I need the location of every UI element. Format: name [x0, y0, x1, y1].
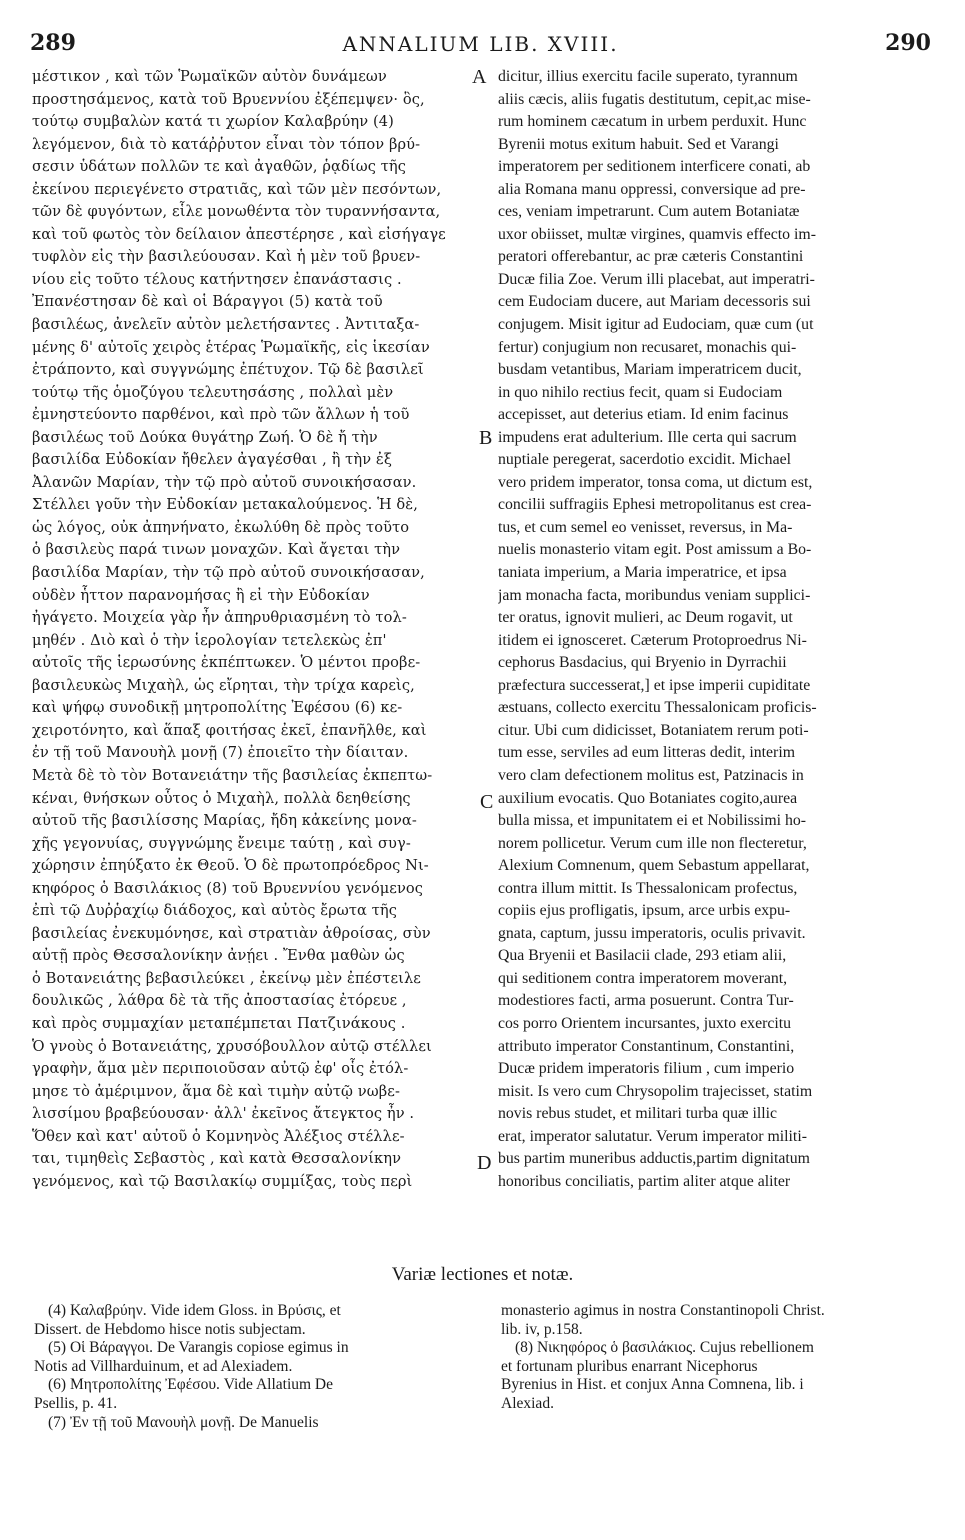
latin-text-line: Alexium Comnenum, quem Sebastum appellarat, [498, 857, 810, 875]
latin-text-line: vero clam defectionem molitus est, Patzinacis in [498, 766, 804, 784]
note-line: monasterio agimus in nostra Constantinopoli Christ. [501, 1302, 825, 1319]
note-line: Byrenius in Hist. et conjux Anna Comnena, lib. i [501, 1376, 804, 1394]
greek-text-line: ἐπὶ τῷ Δυῤῥαχίῳ διάδοχος, καὶ αὐτὸς ἔρωτα τῆς [32, 902, 398, 920]
greek-text-line: βασιλίδα Μαρίαν, τὴν τῷ πρὸ αὐτοῦ συνοικήσασαν, [32, 564, 425, 582]
latin-text-line: alia Romana manu oppressi, conversique ad pre- [498, 180, 806, 198]
greek-text-line: χώρησιν ἐπηύξατο ἐκ Θεοῦ. Ὁ δὲ πρωτοπρόεδρος Νι- [32, 857, 429, 875]
page-number-right: 290 [885, 30, 931, 56]
section-marker-b: B [479, 427, 493, 449]
greek-text-line: βασιλέως, ἀνελεῖν αὐτὸν μελετήσαντες . Ἀντιταξα- [32, 316, 420, 334]
greek-text-line: ἐκείνου περιεγένετο στρατιᾶς, καὶ τῶν μὲν πεσόντων, [32, 180, 442, 198]
greek-text-line: οὐδὲν ἧττον παρανομήσας ἢ εἰ τὴν Εὐδοκίαν [32, 586, 370, 604]
latin-text-line: itidem ei ignosceret. Cæterum Protoproedrus Ni- [498, 631, 807, 649]
greek-text-line: ἠγάγετο. Μοιχεία γὰρ ἦν ἀπηρυθριασμένη τὸ τολ- [32, 609, 407, 627]
latin-text-line: tum esse, serviles ad eum litteras dedit, interim [498, 744, 795, 762]
note-line: (8) Νικηφόρος ὁ βασιλάκιος. Cujus rebellionem [515, 1339, 814, 1357]
section-marker-c: C [480, 791, 494, 813]
greek-text-line: προστησάμενος, κατὰ τοῦ Βρυεννίου ἐξέπεμψεν· ὃς, [32, 90, 425, 108]
latin-text-line: jam monacha facta, moribundus veniam supplici- [498, 586, 811, 604]
greek-text-line: χῆς γεγονυίας, συγγνώμης ἔνειμε ταύτῃ , καὶ συγ- [32, 834, 411, 852]
note-line: Alexiad. [501, 1394, 554, 1412]
latin-text-line: gnata, captum, jussu imperatoris, oculis privavit. [498, 924, 806, 942]
greek-text-line: ἐμνηστεύοντο παρθένοι, καὶ πρὸ τῶν ἄλλων ἡ τοῦ [32, 406, 410, 424]
greek-text-line: αὐτοῖς τῆς ἱερωσύνης ἐκπέπτωκεν. Ὁ μέντοι προβε- [32, 654, 421, 672]
latin-text-line: Ducæ pridem imperatoris filium , cum imperio [498, 1060, 795, 1078]
latin-text-line: copiis ejus profligatis, ipsum, arce urbis expu- [498, 902, 791, 920]
latin-text-line: peratori offerebantur, ac præ cæteris Constantini [498, 248, 804, 266]
greek-text-line: γενόμενος, καὶ τῷ Βασιλακίῳ συμμίξας, τοὺς περὶ [32, 1172, 413, 1190]
latin-text-line: erat, imperator salutatur. Verum imperator militi- [498, 1127, 807, 1145]
section-marker-a: A [472, 66, 487, 88]
greek-text-line: ται, τιμηθεὶς Σεβαστὸς , καὶ κατὰ Θεσσαλονίκην [32, 1150, 402, 1168]
latin-text-line: Byrenii motus exitum habuit. Sed et Varangi [498, 135, 779, 153]
greek-text-line: βασιλείας ἐνεκυμόνησε, καὶ στρατιὰν ἀθροίσας, σὺν [32, 924, 431, 942]
section-marker-d: D [477, 1152, 492, 1174]
latin-text-line: qui seditionem contra imperatorem moverant, [498, 969, 788, 987]
note-line: Notis ad Villharduinum, et ad Alexiadem. [34, 1357, 293, 1375]
latin-text-line: æstuans, collecto exercitu Thessalonicam proficis- [498, 699, 817, 717]
greek-text-line: μέστικον , καὶ τῶν Ῥωμαϊκῶν αὐτὸν δυνάμεων [32, 68, 387, 85]
notes-heading: Variæ lectiones et notæ. [391, 1264, 574, 1285]
greek-text-line: ὁ βασιλεὺς παρά τινων μοναχῶν. Καὶ ἄγεται τὴν [32, 541, 401, 559]
greek-text-line: ἐν τῇ τοῦ Μανουὴλ μονῇ (7) ἐποιεῖτο τὴν δίαιταν. [32, 744, 409, 762]
greek-text-column [32, 66, 482, 1193]
latin-text-line: citur. Ubi cum didicisset, Botaniatem rerum poti- [498, 721, 809, 739]
latin-text-line: ces, veniam impetrarunt. Cum autem Botaniatæ [498, 203, 800, 221]
latin-text-line: auxilium evocatis. Quo Botaniates cogito,aurea [498, 789, 798, 807]
greek-text-line: λεγόμενον, διὰ τὸ κατάῤῥυτον εἶναι τὸν τόπον βρύ- [32, 135, 421, 153]
greek-text-line: μηθέν . Διὸ καὶ ὁ τὴν ἱερολογίαν τετελεκὼς ἐπ' [32, 631, 387, 649]
latin-text-line: honoribus conciliatis, partim aliter atque aliter [498, 1172, 791, 1190]
running-header [30, 30, 931, 64]
latin-text-column [498, 66, 934, 1193]
note-line: (4) Καλαβρύην. Vide idem Gloss. in Βρύσις, et [48, 1302, 341, 1319]
notes-right-column [501, 1302, 935, 1414]
latin-text-line: imperatorem per seditionem interficere conati, ab [498, 158, 811, 176]
greek-text-line: λισσίμου βραβεύουσαν· ἀλλ' ἐκεῖνος ἄτεγκτος ἦν . [32, 1105, 415, 1123]
latin-text-line: bus partim muneribus adductis,partim dignitatum [498, 1150, 810, 1168]
greek-text-line: Ὁ γνοὺς ὁ Βοτανειάτης, χρυσόβουλλον αὐτῷ στέλλει [32, 1037, 432, 1055]
greek-text-line: τυφλὸν εἰς τὴν βασιλεύουσαν. Καὶ ἡ μὲν τοῦ βρυεν- [32, 248, 421, 266]
latin-text-line: tus, et cum semel eo venisset, reversus, in Ma- [498, 518, 793, 536]
greek-text-line: αὐτῇ πρὸς Θεσσαλονίκην ἀνῄει . Ἔνθα μαθὼν ὡς [32, 947, 405, 965]
latin-text-line: norem pollicetur. Verum cum ille non flecteretur, [498, 834, 807, 852]
greek-text-line: Μετὰ δὲ τὸ τὸν Βοτανειάτην τῆς βασιλείας ἐκπεπτω- [32, 766, 433, 784]
greek-text-line: βασιλίδα Εὐδοκίαν ἤθελεν ἀγαγέσθαι , ἢ τὴν ἐξ [32, 451, 392, 469]
note-line: Psellis, p. 41. [34, 1394, 118, 1412]
page-number-left: 289 [30, 30, 76, 56]
greek-text-line: τούτῳ συμβαλὼν κατά τι χωρίον Καλαβρύην (4) [32, 113, 394, 131]
notes-left-column [34, 1302, 474, 1432]
running-title: ANNALIUM LIB. XVIII. [342, 32, 619, 56]
greek-text-line: κέναι, θνήσκων οὗτος ὁ Μιχαὴλ, πολλὰ δεηθείσης [32, 789, 411, 807]
latin-text-line: contra illum mittit. Is Thessalonicam profectus, [498, 879, 798, 897]
latin-text-line: ter oratus, ignovit mulieri, ac Deum rogavit, ut [498, 609, 793, 627]
latin-text-line: fertur) conjugium non recusaret, monachis qui- [498, 338, 797, 356]
note-line: (5) Οἱ Βάραγγοι. De Varangis copiose egimus in [48, 1339, 349, 1357]
greek-text-line: Στέλλει γοῦν τὴν Εὐδοκίαν μετακαλούμενος. Ἡ δὲ, [32, 496, 418, 514]
latin-text-line: concilii suffragiis Ephesi metropolitanus est crea- [498, 496, 812, 514]
note-line: et fortunam pluribus enarrant Nicephorus [501, 1357, 758, 1375]
latin-text-line: in quo nihilo rectius fecit, quam si Eudociam [498, 383, 783, 401]
greek-text-line: καὶ ψήφῳ συνοδικῇ μητροπολίτης Ἐφέσου (6) κε- [32, 699, 403, 717]
latin-text-line: vero pridem imperator, tonsa coma, ut dictum est, [498, 473, 813, 491]
latin-text-line: bulla missa, et impunitatem ei et Nobilissimi ho- [498, 812, 807, 830]
greek-text-line: ὁ Βοτανειάτης βεβασιλεύκει , ἐκείνῳ μὲν ἐπέστειλε [32, 969, 421, 987]
note-line: (7) Ἐν τῇ τοῦ Μανουὴλ μονῇ. De Manuelis [48, 1413, 319, 1431]
latin-text-line: accepisset, aut deterius etiam. Id enim facinus [498, 406, 789, 424]
latin-text-line: taniata imperium, a Maria imperatrice, et ipsa [498, 564, 787, 582]
greek-text-line: αὐτοῦ τῆς βασιλίσσης Μαρίας, ἤδη κἀκείνης μονα- [32, 812, 417, 830]
note-line: Dissert. de Hebdomo hisce notis subjectam. [34, 1320, 306, 1338]
greek-text-line: βασιλέως τοῦ Δούκα θυγάτηρ Ζωή. Ὁ δὲ ἤ τὴν [32, 428, 378, 446]
latin-text-line: nuelis monasterio vitam egit. Post amissum a Bo- [498, 541, 812, 559]
latin-text-line: modestiores facti, arma posuerunt. Contra Tur- [498, 992, 794, 1010]
greek-text-line: σεσιν ὑδάτων πολλῶν τε καὶ ἀγαθῶν, ῥᾳδίως τῆς [32, 158, 407, 176]
greek-text-line: ὡς λόγος, οὐκ ἀπηνήνατο, ἐκωλύθη δὲ πρὸς τοῦτο [32, 518, 410, 536]
latin-text-line: novis rebus studet, et militari turba quæ illic [498, 1105, 778, 1123]
greek-text-line: καὶ τοῦ φωτὸς τὸν δείλαιον ἀπεστέρησε , καὶ εἰσήγαγε [32, 225, 446, 243]
greek-text-line: τῶν δὲ φυγόντων, εἷλε μονωθέντα τὸν τυραννήσαντα, [32, 203, 441, 221]
latin-text-line: cos porro Orientem incursantes, juxto exercitu [498, 1014, 792, 1032]
latin-text-line: cephorus Basdacius, qui Bryenio in Dyrrachii [498, 654, 787, 672]
latin-text-line: conjugem. Misit igitur ad Eudociam, quæ cum (ut [498, 316, 814, 334]
latin-text-line: impudens erat adulterium. Ille certa qui sacrum [498, 428, 797, 446]
greek-text-line: γραφὴν, ἅμα μὲν περιποιοῦσαν αὐτῷ ἐφ' οἷς ἐτόλ- [32, 1060, 409, 1078]
latin-text-line: nuptiale peregerat, sacerdotio excidit. Michael [498, 451, 791, 469]
latin-text-line: cem Eudociam ducere, aut Mariam decessoris sui [498, 293, 811, 311]
latin-text-line: attributo imperator Constantinum, Constantini, [498, 1037, 795, 1055]
latin-text-line: dicitur, illius exercitu facile superato, tyrannum [498, 68, 798, 85]
greek-text-line: Ἐπανέστησαν δὲ καὶ οἱ Βάραγγοι (5) κατὰ τοῦ [32, 293, 383, 311]
greek-text-line: Ἀλανῶν Μαρίαν, τὴν τῷ πρὸ αὐτοῦ συνοικήσασαν. [32, 473, 417, 491]
greek-text-line: δουλικῶς , λάθρα δὲ τὰ τῆς ἀποστασίας ἐτόρευε , [32, 992, 407, 1010]
greek-text-line: κηφόρος ὁ Βασιλάκιος (8) τοῦ Βρυεννίου γενόμενος [32, 879, 424, 897]
greek-text-line: βασιλευκὼς Μιχαὴλ, ὡς εἴρηται, τὴν τρίχα καρεὶς, [32, 676, 415, 694]
note-line: lib. iv, p.158. [501, 1320, 583, 1338]
latin-text-line: præfectura successerat,] et ipse imperii cupiditate [498, 676, 811, 694]
greek-text-line: τούτῳ τῆς ὁμοζύγου τελευτησάσης , πολλαὶ μὲν [32, 383, 394, 401]
greek-text-line: Ὅθεν καὶ κατ' αὐτοῦ ὁ Κομνηνὸς Ἀλέξιος στέλλε- [32, 1127, 405, 1145]
latin-text-line: rum hominem cæcatum in urbem perduxit. Hunc [498, 113, 807, 131]
latin-text-line: misit. Is vero cum Chrysopolim trajecisset, statim [498, 1082, 813, 1100]
note-line: (6) Μητροπολίτης Ἐφέσου. Vide Allatium De [48, 1376, 334, 1394]
latin-text-line: busdam vetantibus, Mariam imperatricem ducit, [498, 361, 802, 379]
latin-text-line: Qua Bryenii et Basilacii clade, 293 etiam alii, [498, 947, 787, 965]
latin-text-line: uxor obiisset, multæ virgines, quamvis effecto im- [498, 225, 816, 243]
latin-text-line: aliis cæcis, aliis fugatis destitutum, cepit,ac mise- [498, 90, 811, 108]
greek-text-line: νίου εἰς τοῦτο τέλους κατήντησεν ἐπανάστασις . [32, 270, 402, 288]
greek-text-line: χειροτόνητο, καὶ ἅπαξ φοιτήσας ἐκεῖ, ἐπανῆλθε, καὶ [32, 721, 427, 739]
latin-text-line: Ducæ filia Zoe. Verum illi placebat, aut imperatri- [498, 270, 815, 288]
greek-text-line: μησε τὸ ἀμέριμνον, ἅμα δὲ καὶ τιμὴν αὐτῷ νωβε- [32, 1082, 400, 1100]
greek-text-line: ἐτράποντο, καὶ συγγνώμης ἐπέτυχον. Τῷ δὲ βασιλεῖ [32, 361, 424, 379]
greek-text-line: μένης δ' αὐτοῖς χειρὸς ἑτέρας Ῥωμαϊκῆς, εἰς ἱκεσίαν [32, 338, 430, 356]
greek-text-line: καὶ πρὸς συμμαχίαν μεταπέμπεται Πατζινάκους . [32, 1014, 406, 1032]
